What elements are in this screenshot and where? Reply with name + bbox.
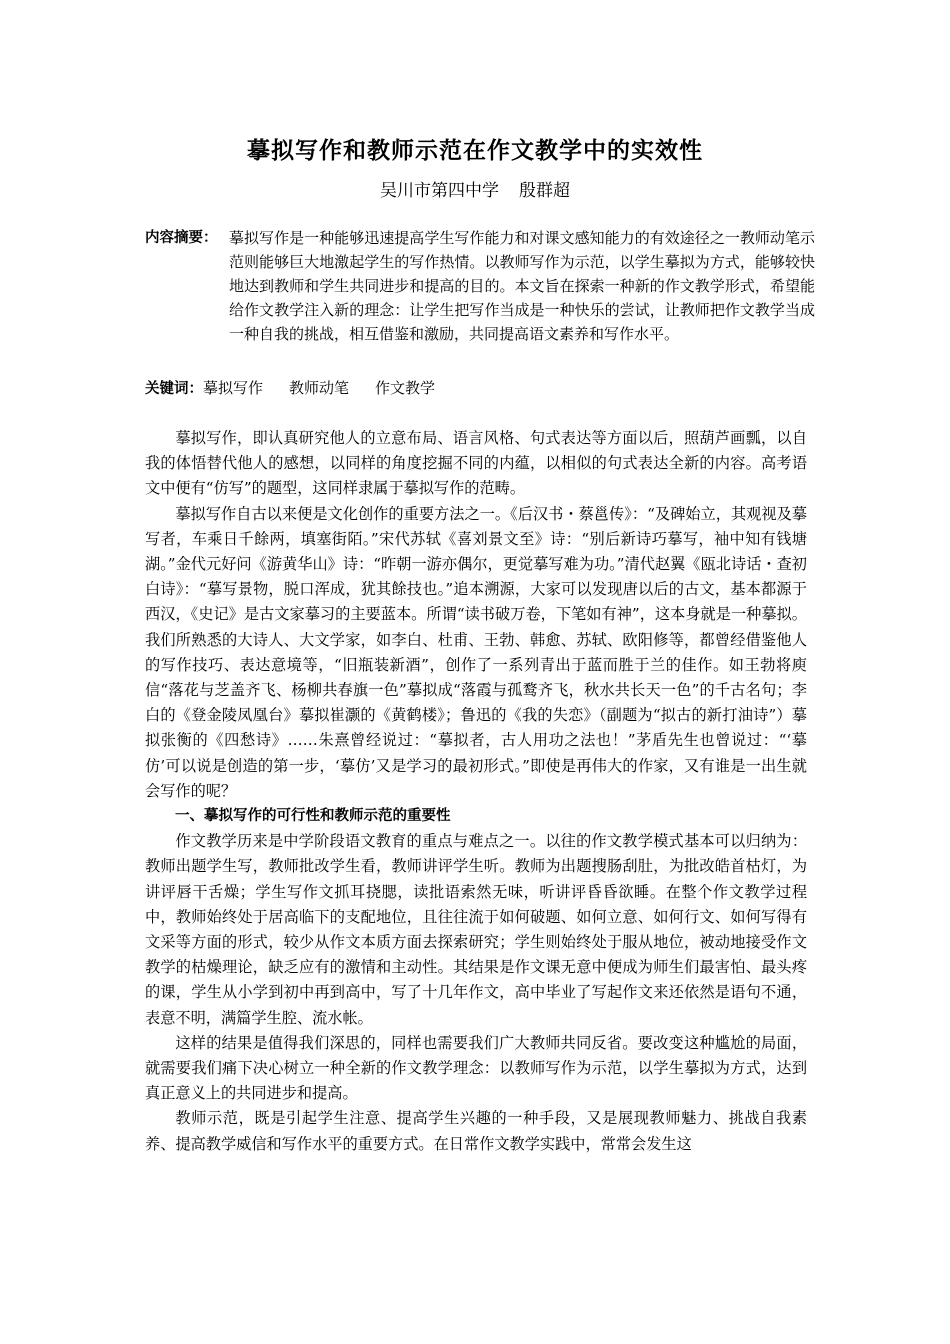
- keyword-item: 作文教学: [375, 379, 436, 397]
- abstract-text: 摹拟写作是一种能够迅速提高学生写作能力和对课文感知能力的有效途径之一教师动笔示范则能够巨大地激起学生的写作热情。以教师写作为示范，以学生摹拟为方式，能够较快地达到教师和学生共同进步和提高的目的。本文旨在探索一种新的作文教学形式，希望能给作文教学注入新的理念：让学生把写作当成是一种快乐的尝试，让教师把作文教学当成一种自我的挑战，相互借鉴和激励，共同提高语文素养和写作水平。: [229, 229, 815, 343]
- author-school: 吴川市第四中学: [380, 181, 499, 201]
- section-heading: 一、摹拟写作的可行性和教师示范的重要性: [175, 808, 451, 825]
- paragraph: 摹拟写作自古以来便是文化创作的重要方法之一。《后汉书・蔡邕传》：“及碑始立，其观视及摹写者，车乘日千餘两，填塞街陌。”宋代苏轼《喜刘景文至》诗：“别后新诗巧摹写，袖中知有钱塘湖。”金代元好问《游黄华山》诗：“昨朝一游亦偶尔，更觉摹写难为功。”清代赵翼《瓯北诗话・查初白诗》：“摹写景物，脱口浑成，犹其餘技也。”追本溯源，大家可以发现唐以后的古文，基本都源于西汉，《史记》是古文家摹习的主要蓝本。所谓“读书破万卷，下笔如有神”，这本身就是一种摹拟。我们所熟悉的大诗人、大文学家，如李白、杜甫、王勃、韩愈、苏轼、欧阳修等，都曾经借鉴他人的写作技巧、表达意境等，“旧瓶装新酒”，创作了一系列青出于蓝而胜于兰的佳作。如王勃将庾信“落花与芝盖齐飞、杨柳共春旗一色”摹拟成“落霞与孤鹜齐飞，秋水共长天一色”的千古名句；李白的《登金陵凤凰台》摹拟崔灏的《黄鹤楼》；鲁迅的《我的失恋》（副题为“拟古的新打油诗”）摹拟张衡的《四愁诗》……朱熹曾经说过：“摹拟者，古人用功之法也！”茅盾先生也曾说过：“‘摹仿’可以说是创造的第一步，‘摹仿’又是学习的最初形式。”即使是再伟大的作家，又有谁是一出生就会写作的呢？: [145, 504, 807, 800]
- abstract-label: 内容摘要：: [145, 230, 218, 246]
- paragraph: 这样的结果是值得我们深思的，同样也需要我们广大教师共同反省。要改变这种尴尬的局面，就需要我们痛下决心树立一种全新的作文教学理念：以教师写作为示范，以学生摹拟为方式，达到真正意义上的共同进步和提高。: [145, 1033, 807, 1103]
- paragraph: 教师示范，既是引起学生注意、提高学生兴趣的一种手段，又是展现教师魅力、挑战自我素养、提高教学威信和写作水平的重要方式。在日常作文教学实践中，常常会发生这: [145, 1109, 807, 1153]
- keywords-line: [145, 376, 815, 401]
- paragraph: 摹拟写作，即认真研究他人的立意布局、语言风格、句式表达等方面以后，照葫芦画瓢，以自我的体悟替代他人的感想，以同样的角度挖掘不同的内蕴，以相似的句式表达全新的内容。高考语文中便有“仿写”的题型，这同样隶属于摹拟写作的范畴。: [145, 429, 807, 498]
- abstract-block: [145, 226, 815, 346]
- keyword-item: 摹拟写作: [203, 379, 264, 397]
- paragraph: 作文教学历来是中学阶段语文教育的重点与难点之一。以往的作文教学模式基本可以归纳为：教师出题学生写，教师批改学生看，教师讲评学生听。教师为出题搜肠刮肚，为批改皓首枯灯，为讲评唇干舌燥；学生写作文抓耳挠腮，读批语索然无味，听讲评昏昏欲睡。在整个作文教学过程中，教师始终处于居高临下的支配地位，且往往流于如何破题、如何立意、如何行文、如何写得有文采等方面的形式，较少从作文本质方面去探索研究；学生则始终处于服从地位，被动地接受作文教学的枯燥理论，缺乏应有的激情和主动性。其结果是作文课无意中便成为师生们最害怕、最头疼的课，学生从小学到初中再到高中，写了十几年作文，高中毕业了写起作文来还依然是语句不通，表意不明，满篇学生腔、流水帐。: [145, 832, 807, 1027]
- keywords-label: 关键词：: [145, 381, 203, 397]
- author-line: [0, 176, 950, 201]
- author-name: 殷群超: [519, 181, 570, 201]
- page-title: 摹拟写作和教师示范在作文教学中的实效性: [247, 138, 703, 164]
- keyword-item: 教师动笔: [289, 379, 350, 397]
- body-text: [145, 426, 807, 1157]
